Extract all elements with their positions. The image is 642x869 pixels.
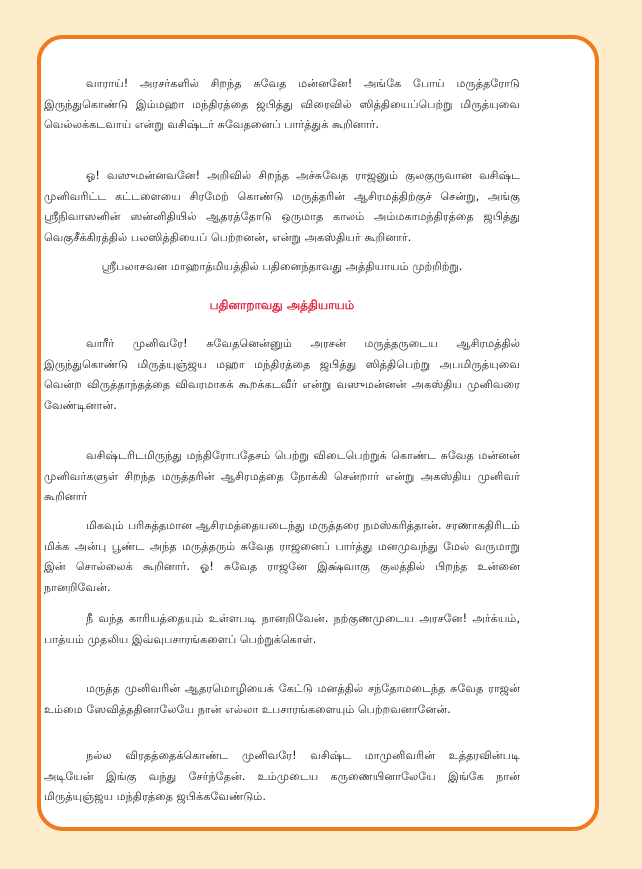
chapter-end-line: ஸ்ரீபலாசவன மாஹாத்மியத்தில் பதினைந்தாவது அத்தியாயம் முற்றிற்று. [101,260,463,273]
paragraph-5: மிகவும் பரிசுத்தமான ஆசிரமத்தையடைந்து மருத்தரை நமஸ்கரித்தான். சரணாகதிரிடம் மிக்க அன்பு பூண்ட அந்த மருத்தரும் சுவேத ராஜனைப் பார்த்து மனமுவந்து மேல் வருமாறு இன் சொல்லைக் கூறினார். ஓ! சுவேத ராஜனே இக்ஷ்வாகு குலத்தில் பிறந்த உன்னை நானறிவேன். [44,519,520,594]
paragraph-6: நீ வந்த காரியத்தையும் உள்ளபடி நானறிவேன். நற்குணமுடைய அரசனே! அர்க்யம், பாத்யம் முதலிய இவ்வுபசாரங்களைப் பெற்றுக்கொள். [44,612,520,646]
paragraph-1: வாராய்! அரசர்களில் சிறந்த சுவேத மன்னனே! அங்கே போய் மருத்தரோடு இருந்துகொண்டு இம்மஹா மந்திரத்தை ஜபித்து விரைவில் ஸித்தியைப்பெற்று மிருத்யுவை வெல்லக்கடவாய் என்று வசிஷ்டர் சுவேதனைப் பார்த்துக் கூறினார். [44,77,520,131]
paragraph-7: மருத்த முனிவரின் ஆதரமொழியைக் கேட்டு மனத்தில் சந்தோமடைந்த சுவேத ராஜன் உம்மை ஸேவித்ததினாலேயே நான் எல்லா உபசாரங்களையும் பெற்றவனானேன். [44,682,520,716]
paragraph-2: ஓ! வஸுமன்னவனே! அறிவில் சிறந்த அச்சுவேத ராஜனும் குலகுருவான வசிஷ்ட முனிவரிட்ட கட்டளையை சிரமேற் கொண்டு மருத்தரின் ஆசிரமத்திற்குச் சென்று, அங்கு ஸ்ரீநிவாஸனின் ஸன்னிதியில் ஆதரத்தோடு ஒருமாத காலம் அம்மகாமந்திரத்தை ஜபித்து வெகுசீக்கிரத்தில் பலஸித்தியைப் பெற்றனன், என்று அகஸ்தியர் கூறினார். [44,169,520,244]
paragraph-8: நல்ல விரதத்தைக்கொண்ட முனிவரே! வசிஷ்ட மாமுனிவரின் உத்தரவின்படி அடியேன் இங்கு வந்து சேர்ந்தேன். உம்முடைய கருணையினாலேயே இங்கே நான் மிருத்யுஞ்ஜய மந்திரத்தை ஜபிக்கவேண்டும். [44,749,520,803]
paragraph-4: வசிஷ்டரிடமிருந்து மந்திரோபதேசம் பெற்று விடைபெற்றுக் கொண்ட சுவேத மன்னன் முனிவர்களுள் சிறந்த மருத்தரின் ஆசிரமத்தை நோக்கி சென்றார் என்று அகஸ்திய முனிவர் கூறினார் [44,449,520,503]
chapter-title: பதினாறாவது அத்தியாயம் [209,298,355,312]
paragraph-3: வாரீர் முனிவரே! சுவேதனென்னும் அரசன் மருத்தருடைய ஆசிரமத்தில் இருந்துகொண்டு மிருத்யுஞ்ஜய மஹா மந்திரத்தை ஜபித்து ஸித்திபெற்று அபமிருத்யுவை வென்ற விருத்தாந்தத்தை விவரமாகக் கூறக்கடவீர் என்று வஸுமன்னன் அகஸ்திய முனிவரை வேண்டினான். [44,337,520,412]
